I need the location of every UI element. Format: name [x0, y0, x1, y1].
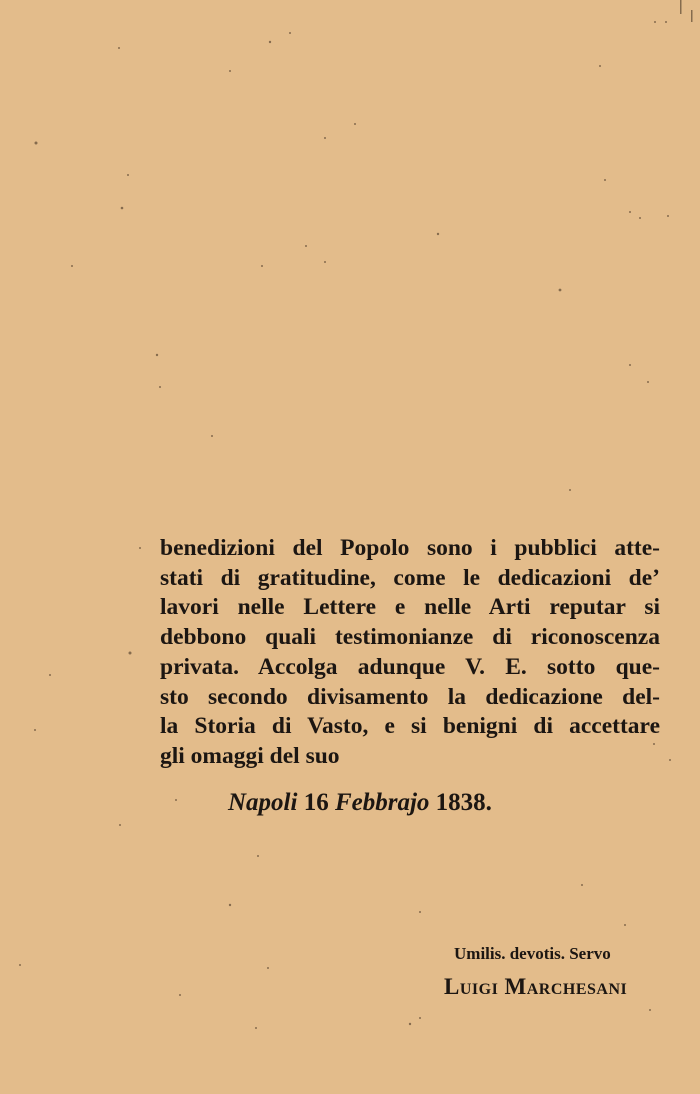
paragraph-line-7: la Storia di Vasto, e si benigni di accettare [160, 713, 660, 740]
dateline-place: Napoli [228, 789, 298, 816]
paragraph-line-6: sto secondo divisamento la dedicazione del- [160, 683, 660, 710]
dedication-paragraph [160, 534, 660, 772]
dateline [228, 789, 492, 817]
dateline-day: 16 [303, 789, 329, 816]
paragraph-line-4: debbono quali testimonianze di riconoscenza [160, 624, 660, 651]
author-signature: Luigi Marchesani [444, 974, 628, 999]
dateline-month: Febbrajo [334, 789, 430, 816]
paragraph-line-1: benedizioni del Popolo sono i pubblici atte- [160, 535, 660, 561]
closing-salutation: Umilis. devotis. Servo [454, 944, 611, 963]
paragraph-line-2: stati di gratitudine, come le dedicazioni de’ [160, 564, 660, 591]
dateline-year: 1838. [435, 789, 492, 816]
paragraph-line-3: lavori nelle Lettere e nelle Arti reputar si [160, 594, 660, 621]
paragraph-line-5: privata. Accolga adunque V. E. sotto que- [160, 653, 660, 680]
paragraph-line-8: gli omaggi del suo [160, 742, 340, 769]
